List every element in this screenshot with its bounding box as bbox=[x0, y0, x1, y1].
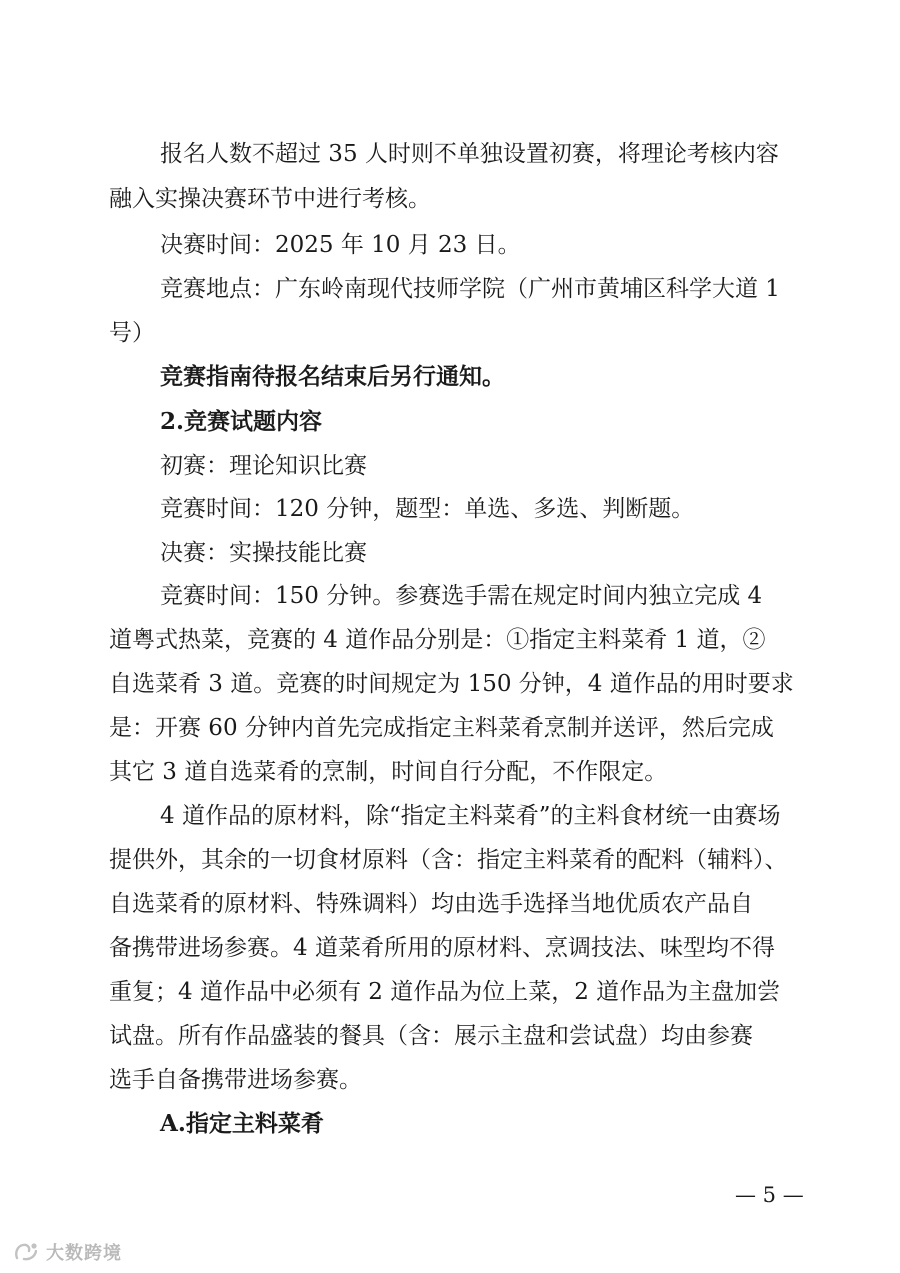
paragraph-line: 初赛：理论知识比赛 bbox=[160, 453, 367, 479]
paragraph-line: 竞赛地点：广东岭南现代技师学院（广州市黄埔区科学大道 1 bbox=[160, 276, 780, 302]
paragraph-line: 试盘。所有作品盛装的餐具（含：展示主盘和尝试盘）均由参赛 bbox=[109, 1023, 753, 1049]
paragraph-line: 融入实操决赛环节中进行考核。 bbox=[109, 186, 431, 212]
paragraph-line: 号） bbox=[109, 320, 155, 346]
subsection-heading: A.指定主料菜肴 bbox=[160, 1110, 324, 1137]
watermark bbox=[14, 1240, 122, 1264]
watermark-text: 大数跨境 bbox=[46, 1243, 122, 1264]
paragraph-line: 备携带进场参赛。4 道菜肴所用的原材料、烹调技法、味型均不得 bbox=[109, 935, 775, 961]
paragraph-line: 竞赛时间：150 分钟。参赛选手需在规定时间内独立完成 4 bbox=[160, 583, 763, 609]
paragraph-line: 重复；4 道作品中必须有 2 道作品为位上菜，2 道作品为主盘加尝 bbox=[109, 979, 781, 1005]
paragraph-line: 道粤式热菜，竞赛的 4 道作品分别是：①指定主料菜肴 1 道，② bbox=[109, 627, 766, 653]
paragraph-line: 决赛时间：2025 年 10 月 23 日。 bbox=[160, 232, 521, 258]
section-heading: 2.竞赛试题内容 bbox=[160, 408, 323, 435]
paragraph-line: 报名人数不超过 35 人时则不单独设置初赛，将理论考核内容 bbox=[160, 141, 779, 167]
paragraph-line: 自选菜肴的原材料、特殊调料）均由选手选择当地优质农产品自 bbox=[109, 891, 753, 917]
paragraph-line: 4 道作品的原材料，除“指定主料菜肴”的主料食材统一由赛场 bbox=[160, 803, 781, 829]
paragraph-line: 提供外，其余的一切食材原料（含：指定主料菜肴的配料（辅料）、 bbox=[109, 847, 788, 873]
brand-logo-icon bbox=[14, 1241, 40, 1263]
paragraph-line: 是：开赛 60 分钟内首先完成指定主料菜肴烹制并送评，然后完成 bbox=[109, 715, 774, 741]
paragraph-line: 其它 3 道自选菜肴的烹制，时间自行分配，不作限定。 bbox=[109, 759, 668, 785]
paragraph-line: 自选菜肴 3 道。竞赛的时间规定为 150 分钟，4 道作品的用时要求 bbox=[109, 671, 794, 697]
paragraph-line: 决赛：实操技能比赛 bbox=[160, 540, 367, 566]
page-number: — 5 — bbox=[735, 1183, 804, 1207]
paragraph-line: 选手自备携带进场参赛。 bbox=[109, 1067, 362, 1093]
paragraph-line: 竞赛时间：120 分钟，题型：单选、多选、判断题。 bbox=[160, 496, 695, 522]
bold-notice: 竞赛指南待报名结束后另行通知。 bbox=[160, 363, 505, 390]
